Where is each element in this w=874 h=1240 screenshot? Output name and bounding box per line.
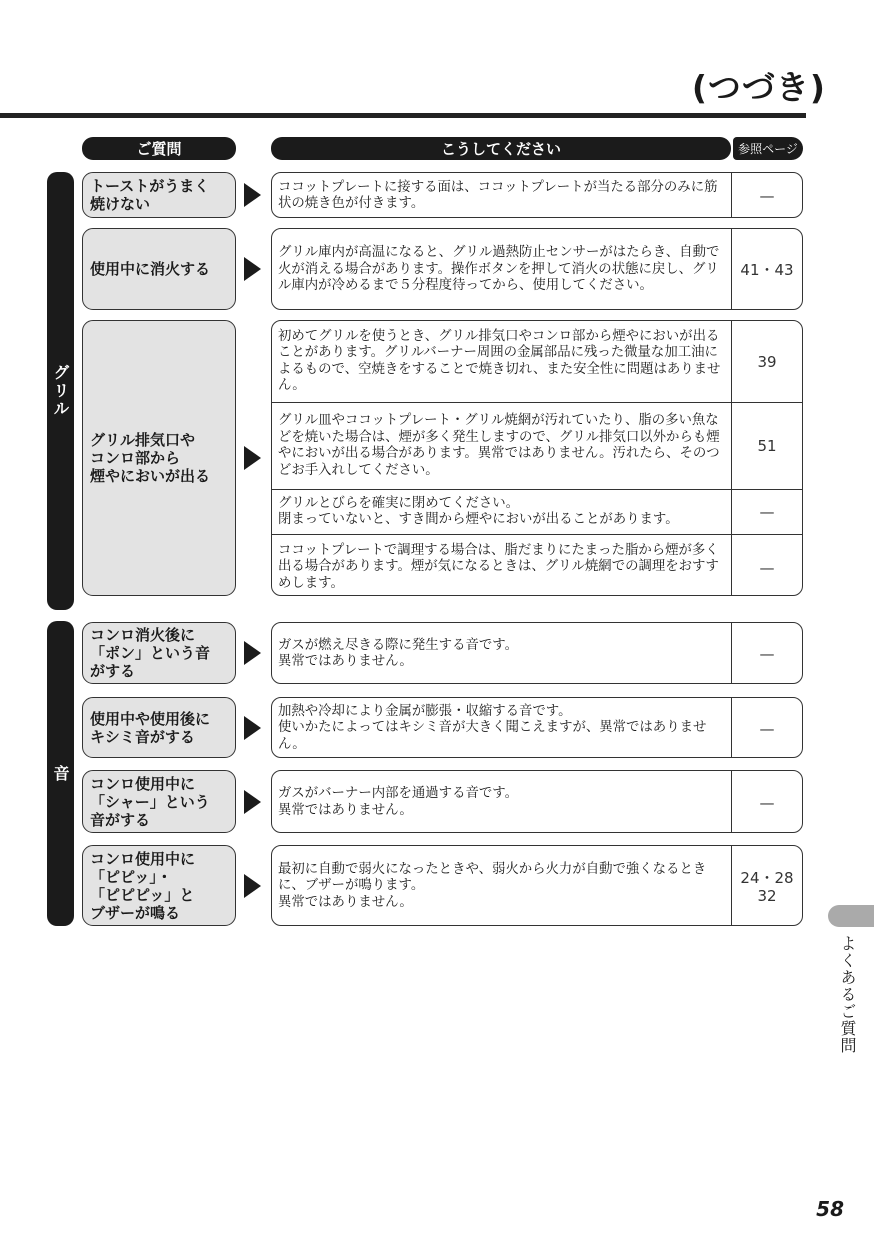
answer-row <box>272 535 802 596</box>
reference-page: — <box>759 503 775 521</box>
answer-cell <box>272 698 732 758</box>
answer-text: グリルとびらを確実に閉めてください。 閉まっていないと、すき間から煙やにおいが出ることがあります。 <box>278 495 679 527</box>
answer-text: 加熱や冷却により金属が膨張・収縮する音です。 使いかたによってはキシミ音が大きく聞こえますが、異常ではありません。 <box>278 703 707 752</box>
category-sound: 音 <box>47 621 74 926</box>
question-cell <box>82 770 236 833</box>
answer-text: ガスが燃え尽きる際に発生する音です。 異常ではありません。 <box>278 637 518 669</box>
reference-page: — <box>759 645 775 663</box>
answer-cell <box>272 535 732 596</box>
arrow-right-icon <box>244 790 261 814</box>
question-text: 使用中や使用後に キシミ音がする <box>90 709 211 746</box>
arrow-right-icon <box>244 716 261 740</box>
answer-cell <box>272 229 732 310</box>
answer-box <box>271 770 803 833</box>
answer-text: 最初に自動で弱火になったときや、弱火から火力が自動で強くなるときに、ブザーが鳴ります。 異常ではありません。 <box>278 861 707 910</box>
question-cell <box>82 228 236 310</box>
answer-cell <box>272 846 732 926</box>
question-text: 使用中に消火する <box>90 260 211 278</box>
header-answer: こうしてください <box>271 137 731 160</box>
header-page: 参照ページ <box>733 137 803 160</box>
answer-row <box>272 173 802 218</box>
answer-box <box>271 622 803 684</box>
question-cell <box>82 622 236 684</box>
question-text: トーストがうまく 焼けない <box>90 177 210 213</box>
reference-page: — <box>759 719 775 738</box>
answer-row <box>272 623 802 684</box>
answer-cell <box>272 771 732 833</box>
side-index-tab <box>828 905 874 927</box>
answer-text: グリル庫内が高温になると、グリル過熱防止センサーがはたらき、自動で火が消える場合があります。操作ボタンを押して消火の状態に戻し、グリル庫内が冷めるまで５分程度待ってから、使用してください。 <box>278 245 720 294</box>
answer-text: ココットプレートで調理する場合は、脂だまりにたまった脂から煙が多く出る場合があります。煙が気になるときは、グリル焼網での調理をおすすめします。 <box>278 542 719 591</box>
question-cell <box>82 320 236 596</box>
answer-row <box>272 321 802 403</box>
answer-box <box>271 697 803 758</box>
answer-text: ガスがバーナー内部を通過する音です。 異常ではありません。 <box>278 786 518 818</box>
reference-page: 51 <box>757 437 777 455</box>
answer-cell <box>272 490 732 534</box>
answer-row <box>272 229 802 310</box>
page-title: (つづき) <box>691 68 826 107</box>
question-cell <box>82 845 236 926</box>
answer-row <box>272 403 802 490</box>
header-question: ご質問 <box>82 137 236 160</box>
answer-box <box>271 228 803 310</box>
question-cell <box>82 172 236 218</box>
arrow-right-icon <box>244 183 261 207</box>
reference-page: 39 <box>757 352 777 371</box>
answer-box <box>271 172 803 218</box>
question-text: コンロ使用中に 「シャー」という 音がする <box>90 774 210 829</box>
answer-cell <box>272 321 732 402</box>
answer-text: ココットプレートに接する面は、ココットプレートが当たる部分のみに筋状の焼き色が付きます。 <box>278 179 718 211</box>
answer-row <box>272 698 802 758</box>
reference-page: — <box>759 187 775 205</box>
title-rule <box>0 113 806 118</box>
answer-row <box>272 846 802 926</box>
question-text: グリル排気口や コンロ部から 煙やにおいが出る <box>90 431 211 485</box>
question-text: コンロ消火後に 「ポン」という音 がする <box>90 626 211 680</box>
answer-row <box>272 490 802 535</box>
reference-page: 24・28 32 <box>740 868 794 905</box>
arrow-right-icon <box>244 446 261 470</box>
reference-page: — <box>759 793 775 812</box>
question-cell <box>82 697 236 758</box>
answer-box <box>271 845 803 926</box>
answer-cell <box>272 403 732 489</box>
answer-box <box>271 320 803 596</box>
answer-row <box>272 771 802 833</box>
reference-page: 41・43 <box>740 261 794 279</box>
answer-cell <box>272 623 732 684</box>
answer-text: グリル皿やココットプレート・グリル焼網が汚れていたり、脂の多い魚などを焼いた場合は、煙が多く発生しますので、グリル排気口以外からも煙やにおいが出る場合があります。異常ではありません。汚れたら、そのつどお手入れしてください。 <box>278 413 720 478</box>
answer-cell <box>272 173 732 218</box>
arrow-right-icon <box>244 874 261 898</box>
arrow-right-icon <box>244 641 261 665</box>
category-grill: グリル <box>47 172 74 610</box>
reference-page: — <box>759 558 775 577</box>
question-text: コンロ使用中に 「ピピッ」・ 「ピピピッ」と ブザーが鳴る <box>90 849 196 922</box>
answer-text: 初めてグリルを使うとき、グリル排気口やコンロ部から煙やにおいが出ることがあります。グリルバーナー周囲の金属部品に残った微量な加工油によるもので、空焼きをすることで焼き切れ、また安全性に問題はありません。 <box>278 328 721 393</box>
page-number: 58 <box>816 1197 844 1221</box>
arrow-right-icon <box>244 257 261 281</box>
side-tab-label: よくあるご質問 <box>838 935 857 1054</box>
